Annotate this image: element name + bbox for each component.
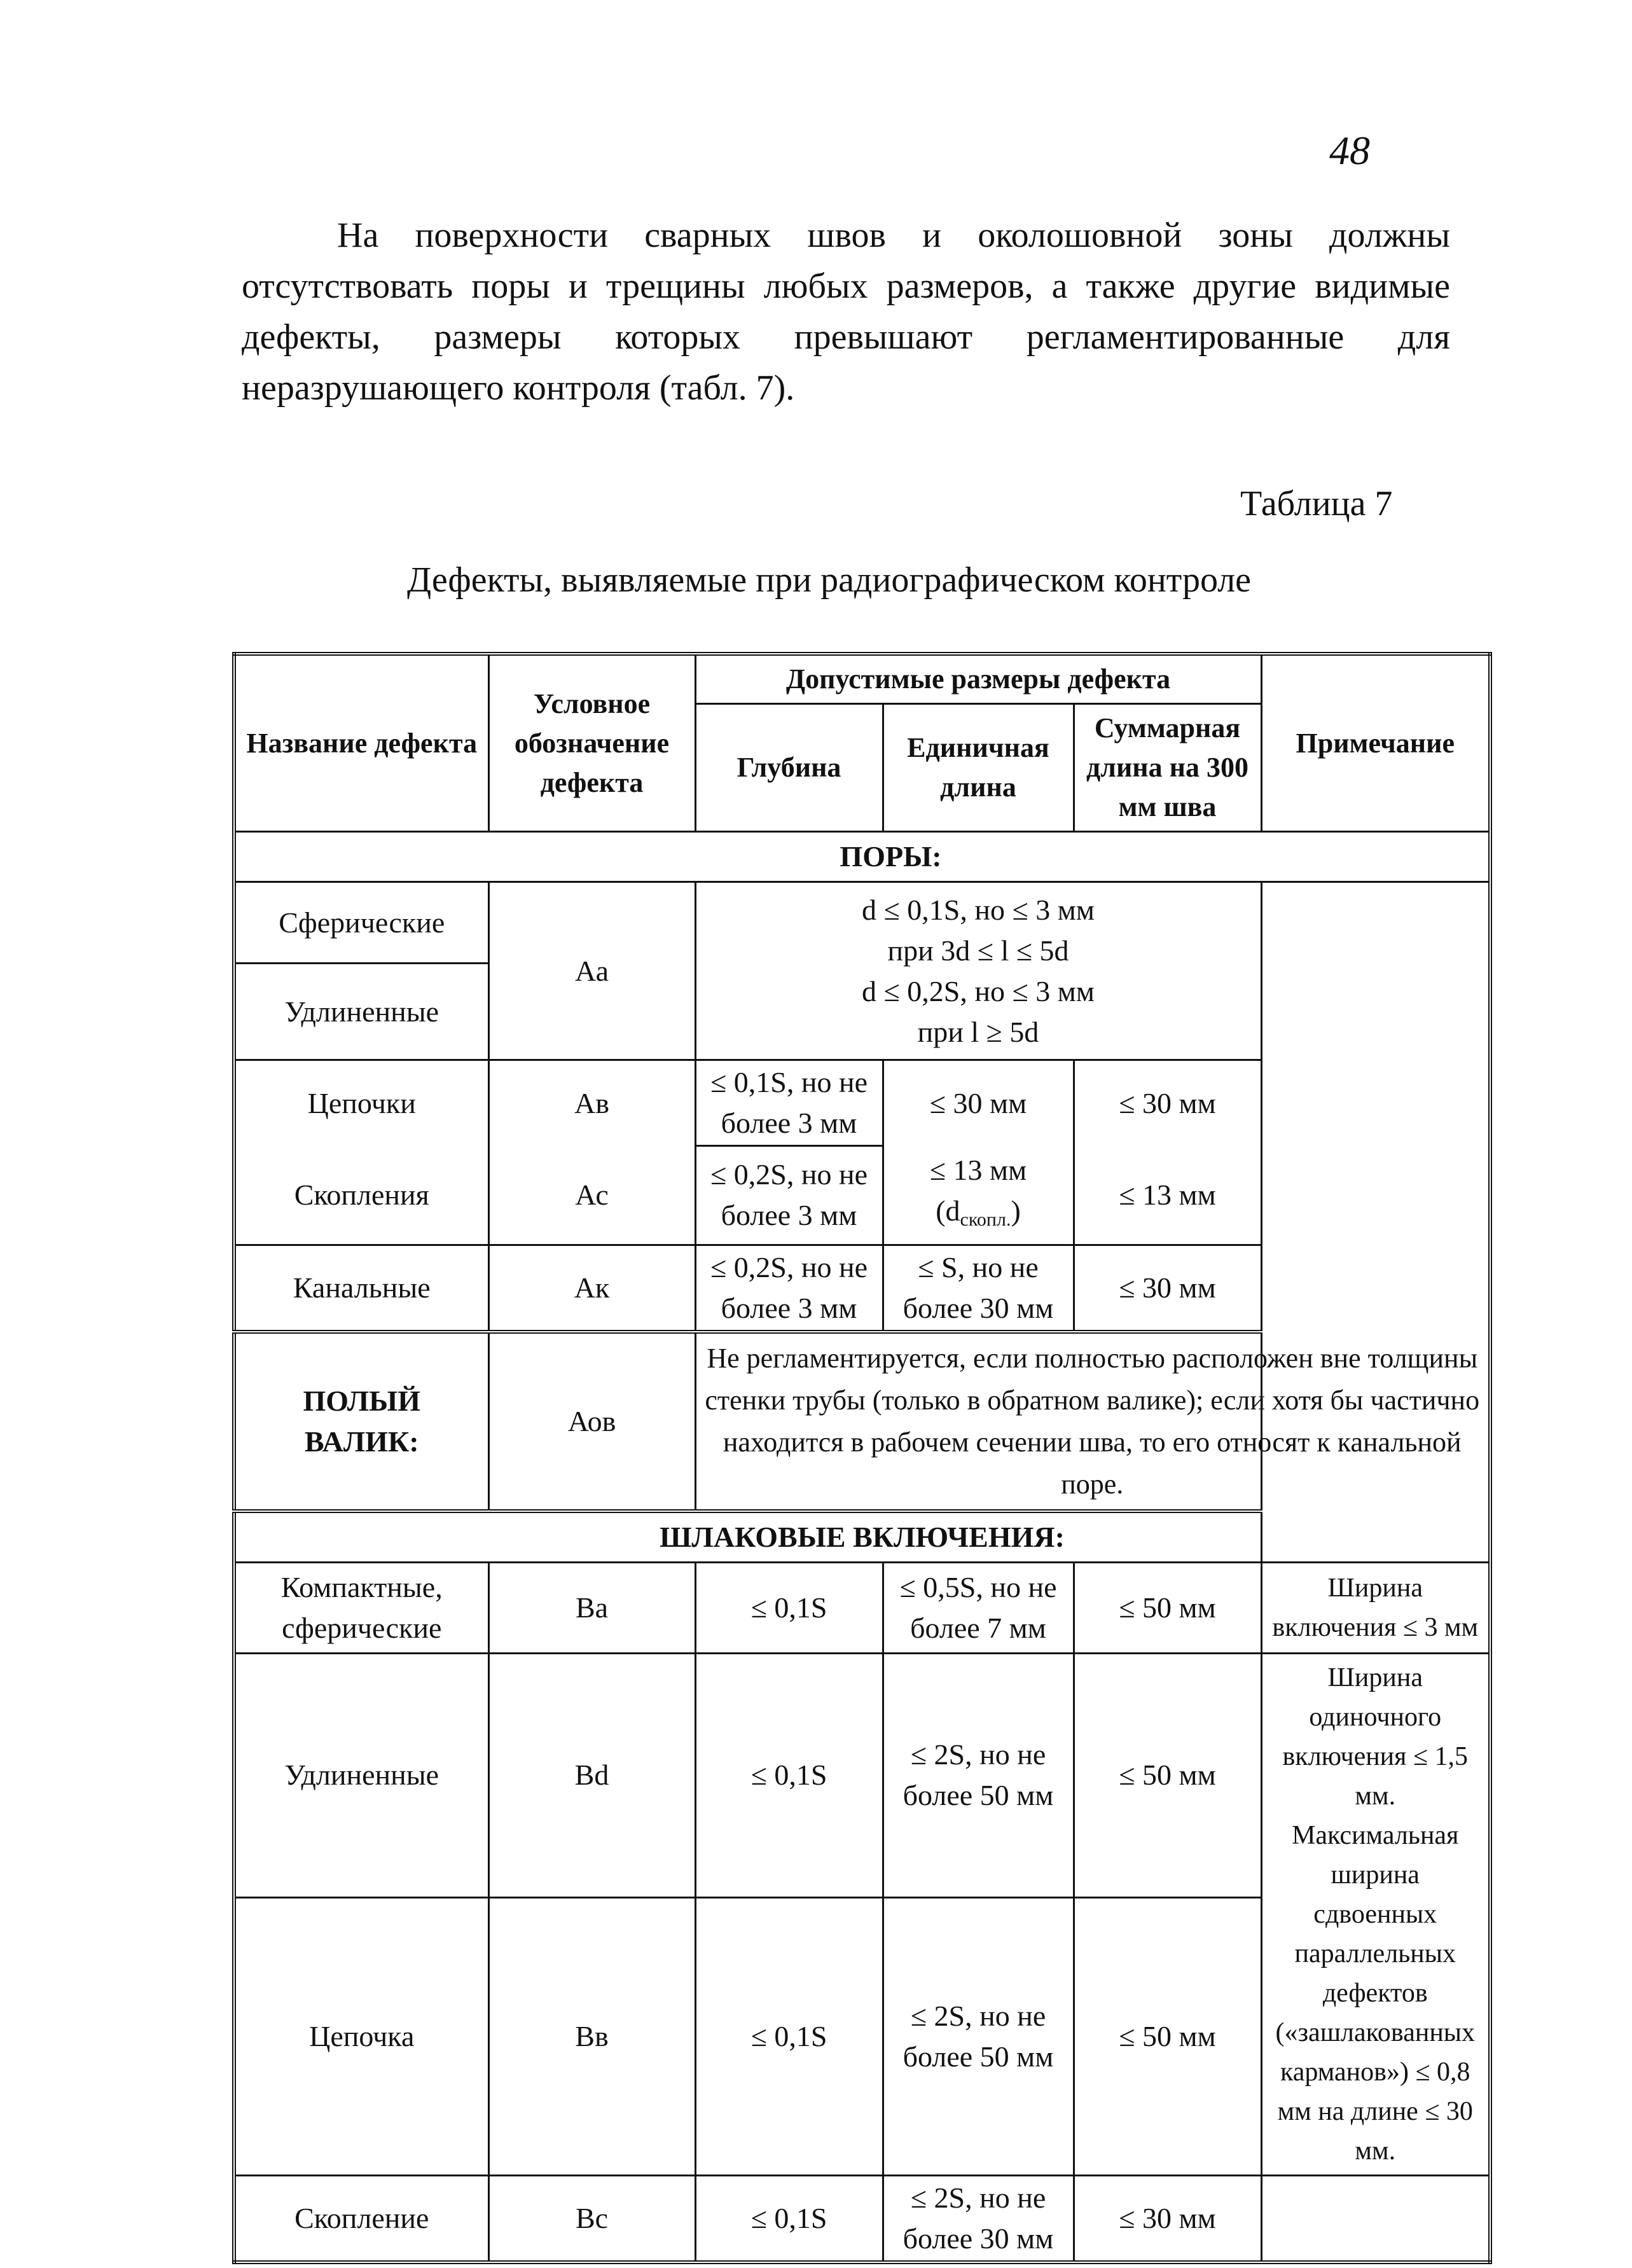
single-length-value: ≤ 2S, но не более 50 мм <box>883 1653 1074 1897</box>
note-value: Ширина одиночного включения ≤ 1,5 мм. Максимальная ширина сдвоенных параллельных дефектов («зашлакованных карманов») ≤ 0,8 мм на длине ≤ 30 мм. <box>1261 1653 1490 2175</box>
aa-size-line: при l ≥ 5d <box>917 1015 1039 1048</box>
single-length-value: ≤ 13 мм <box>929 1153 1027 1186</box>
aa-size-line: при 3d ≤ l ≤ 5d <box>887 934 1069 967</box>
note-cell-empty <box>1261 2175 1490 2262</box>
defect-name: Цепочки <box>234 1060 488 1146</box>
table-title: Дефекты, выявляемые при радиографическом контроле <box>407 560 1252 600</box>
defect-name: Канальные <box>234 1245 488 1332</box>
defect-code: Вс <box>488 2175 695 2262</box>
depth-value: ≤ 0,1S <box>695 1562 883 1653</box>
defect-name: Компактные, сферические <box>234 1562 488 1653</box>
section-row-pores <box>234 832 1490 882</box>
single-length-value: ≤ 2S, но не более 30 мм <box>883 2175 1074 2262</box>
single-length-value: ≤ 30 мм <box>883 1060 1074 1146</box>
total-length-value: ≤ 50 мм <box>1074 1562 1261 1653</box>
aa-size-line: d ≤ 0,1S, но ≤ 3 мм <box>862 893 1095 926</box>
defect-name: Скопление <box>234 2175 488 2262</box>
note-suffix: ) <box>1011 1194 1021 1227</box>
total-length-value: ≤ 50 мм <box>1074 1653 1261 1897</box>
defect-name: Удлиненные <box>234 1653 488 1897</box>
defect-code: Bd <box>488 1653 695 1897</box>
total-length-value: ≤ 30 мм <box>1074 1060 1261 1146</box>
header-total-length: Суммарная длина на 300 мм шва <box>1074 704 1261 832</box>
header-note: Примечание <box>1261 654 1490 832</box>
total-length-value: ≤ 30 мм <box>1074 2175 1261 2262</box>
total-length-value: ≤ 50 мм <box>1074 1897 1261 2175</box>
table-header-row <box>234 654 1490 704</box>
defect-name: Скопления <box>234 1146 488 1245</box>
hollow-bead-row <box>234 1332 1490 1511</box>
defect-code: Аов <box>488 1332 695 1511</box>
defect-name: Удлиненные <box>234 964 488 1060</box>
note-value: Ширина включения ≤ 3 мм <box>1261 1562 1490 1653</box>
aa-size-line: d ≤ 0,2S, но ≤ 3 мм <box>862 974 1095 1007</box>
note-subscript: скопл. <box>960 1208 1011 1230</box>
header-designation: Условное обозначение дефекта <box>488 654 695 832</box>
header-name: Название дефекта <box>234 654 488 832</box>
single-length-value: ≤ S, но не более 30 мм <box>883 1245 1074 1332</box>
section-label-hollow-bead: ПОЛЫЙ ВАЛИК: <box>234 1332 488 1511</box>
section-label-pores: ПОРЫ: <box>234 832 1490 882</box>
single-length-cell <box>883 1146 1074 1245</box>
defect-code: Ас <box>488 1146 695 1245</box>
single-length-value: ≤ 2S, но не более 50 мм <box>883 1897 1074 2175</box>
depth-value: ≤ 0,1S, но не более 3 мм <box>695 1060 883 1146</box>
defect-code: Ва <box>488 1562 695 1653</box>
aa-sizes-cell <box>695 882 1261 1060</box>
table-row <box>234 1653 1490 1897</box>
total-length-value: ≤ 30 мм <box>1074 1245 1261 1332</box>
defect-code: Аа <box>488 882 695 1060</box>
defect-name: Цепочка <box>234 1897 488 2175</box>
depth-value: ≤ 0,2S, но не более 3 мм <box>695 1146 883 1245</box>
table-number: Таблица 7 <box>1240 484 1393 523</box>
defect-name: Сферические <box>234 882 488 964</box>
section-row-slag <box>234 1511 1490 1563</box>
table-row <box>234 1562 1490 1653</box>
hollow-bead-description: Не регламентируется, если полностью расположен вне толщины стенки трубы (только в обратном валике); если хотя бы частично находится в рабочем сечении шва, то его относят к канальной поре. <box>695 1332 1490 1511</box>
table-row <box>234 2175 1490 2262</box>
depth-value: ≤ 0,2S, но не более 3 мм <box>695 1245 883 1332</box>
depth-value: ≤ 0,1S <box>695 1653 883 1897</box>
cluster-diameter-note <box>890 1191 1067 1240</box>
total-length-value: ≤ 13 мм <box>1074 1146 1261 1245</box>
page-number: 48 <box>1329 128 1370 173</box>
single-length-value: ≤ 0,5S, но не более 7 мм <box>883 1562 1074 1653</box>
section-label-slag: ШЛАКОВЫЕ ВКЛЮЧЕНИЯ: <box>234 1511 1490 1563</box>
defect-code: Вв <box>488 1897 695 2175</box>
header-depth: Глубина <box>695 704 883 832</box>
note-prefix: (d <box>936 1194 960 1227</box>
depth-value: ≤ 0,1S <box>695 1897 883 2175</box>
depth-value: ≤ 0,1S <box>695 2175 883 2262</box>
defects-table <box>232 652 1492 2264</box>
header-allowed-sizes: Допустимые размеры дефекта <box>695 654 1261 704</box>
header-single-length: Единичная длина <box>883 704 1074 832</box>
intro-paragraph: На поверхности сварных швов и околошовной зоны должны отсутствовать поры и трещины любых размеров, а также другие видимые дефекты, размеры которых превышают регламентированные для неразрушающего контроля (табл. 7). <box>242 216 1450 408</box>
table-row <box>234 882 1490 964</box>
defect-code: Ав <box>488 1060 695 1146</box>
defect-code: Ак <box>488 1245 695 1332</box>
